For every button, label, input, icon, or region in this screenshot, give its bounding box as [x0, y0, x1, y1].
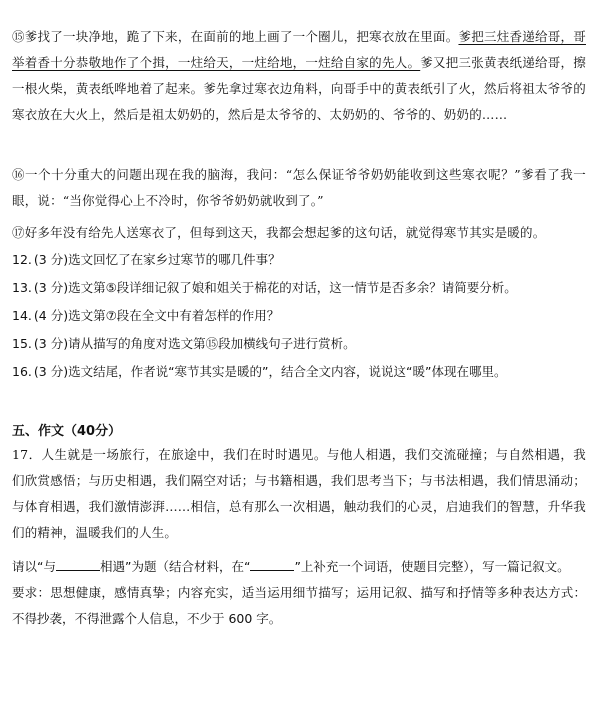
prompt-part-a: 请以“与 [12, 559, 56, 574]
essay-material: 17．人生就是一场旅行，在旅途中，我们在时时遇见。与他人相遇，我们交流碰撞；与自然相遇，我们欣赏感悟；与历史相遇，我们隔空对话；与书籍相遇，我们思考当下；与书法相遇，我们情思涌动；与体育相遇，我们激情澎湃……相信，总有那么一次相遇，触动我们的心灵，启迪我们的智慧，升华我们的精神，温暖我们的人生。 [12, 447, 586, 540]
section-title: 五、作文（40分） [12, 424, 122, 439]
paragraph-16: ⑯一个十分重大的问题出现在我的脑海，我问：“怎么保证爷爷奶奶能收到这些寒衣呢？”爹看了我一眼，说：“当你觉得心上不冷时，你爷爷奶奶就收到了。” [12, 167, 586, 208]
paragraph-15-start: ⑮爹找了一块净地，跪了下来，在面前的地上画了一个圈儿，把寒衣放在里面。 [12, 29, 459, 44]
prompt-part-c: ”上补充一个词语，使题目完整），写一篇记叙文。 [294, 559, 570, 574]
paragraph-15-end: 爹又把三张黄表纸递给哥，擦一根火柴，黄表纸哗地着了起来。爹先拿过寒衣边角料，向哥手中的黄表纸引了火，然后将祖太爷爷的寒衣放在大火上，然后是祖太奶奶的，然后是太爷爷的、太奶奶的、爷爷的、奶奶的…… [12, 55, 586, 122]
question-15 [12, 330, 586, 358]
blank-line [56, 556, 100, 571]
question-number: 15. [12, 336, 32, 351]
question-number: 12. [12, 252, 32, 267]
question-number: 14. [12, 308, 32, 323]
question-number: 16. [12, 364, 32, 379]
question-16 [12, 358, 586, 386]
essay-requirements: 要求：思想健康，感情真挚；内容充实，适当运用细节描写；运用记叙、描写和抒情等多种表达方式：不得抄袭，不得泄露个人信息，不少于 600 字。 [12, 585, 586, 626]
question-13 [12, 274, 586, 302]
question-text: (3 分)请从描写的角度对选文第⑮段加横线句子进行赏析。 [33, 336, 356, 351]
question-list [12, 246, 586, 386]
essay-prompt [12, 554, 586, 580]
question-number: 13. [12, 280, 32, 295]
question-14 [12, 302, 586, 330]
blank-line [250, 556, 294, 571]
paragraph-17: ⑰好多年没有给先人送寒衣了，但每到这天，我都会想起爹的这句话，就觉得寒节其实是暖的。 [12, 225, 546, 240]
question-text: (4 分)选文第⑦段在全文中有着怎样的作用？ [33, 308, 280, 323]
underlined-sentence: 爹把三炷香递给哥，哥举着香十分恭敬地作了个揖，一炷给天，一炷给地，一炷给自家的先人。 [12, 29, 586, 70]
prompt-part-b: 相遇”为题（结合材料，在“ [99, 559, 251, 574]
question-text: (3 分)选文结尾，作者说“寒节其实是暖的”，结合全文内容，说说这“暖”体现在哪里。 [33, 364, 507, 379]
question-12 [12, 246, 586, 274]
paragraph-15 [12, 24, 586, 128]
question-text: (3 分)选文第⑤段详细记叙了娘和姐关于棉花的对话，这一情节是否多余？请简要分析。 [33, 280, 517, 295]
question-text: (3 分)选文回忆了在家乡过寒节的哪几件事？ [33, 252, 281, 267]
